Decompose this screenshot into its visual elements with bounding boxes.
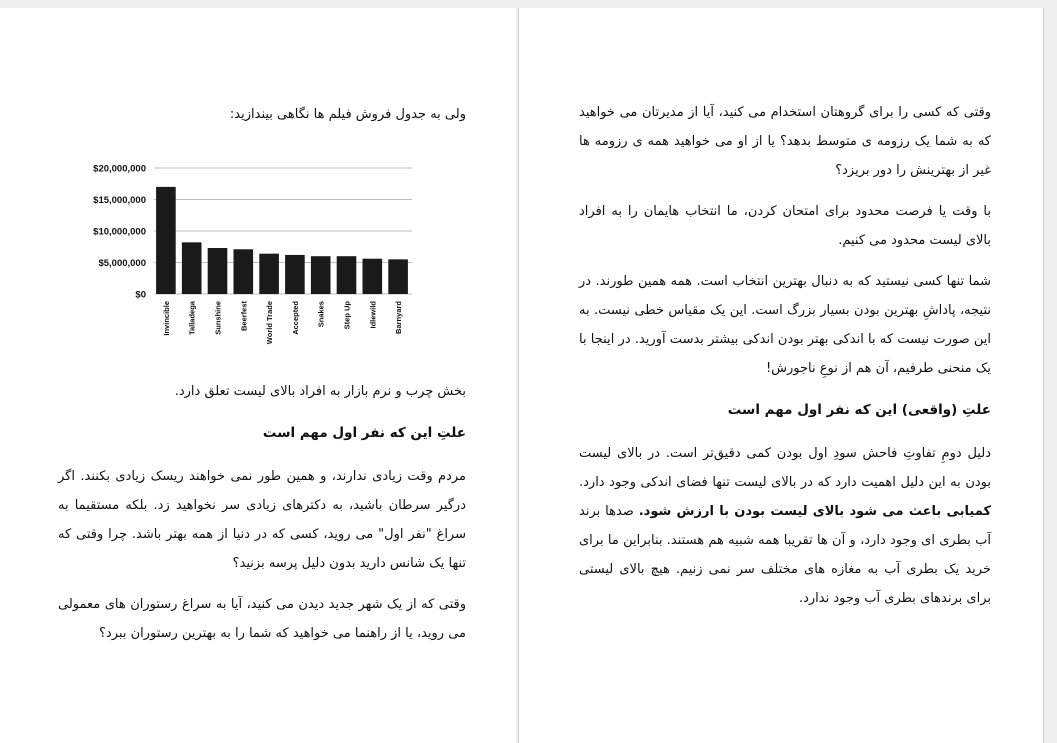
x-tick-label: Barnyard: [394, 301, 404, 334]
x-tick-label: Snakes: [316, 301, 326, 328]
y-tick-label: $15,000,000: [93, 195, 146, 206]
x-tick-label: Step Up: [342, 301, 352, 330]
right-paragraph-4-start: دلیل دومِ تفاوتِ فاحش سودِ اول بودن کمی دقیق‌تر است. در بالای لیست بودن به این دلیل اهمیت دارد که در بالای لیست تنها فضای اندکی وجود دارد.: [579, 446, 991, 490]
x-tick-label: Idlewild: [368, 301, 378, 329]
chart-bar: [233, 249, 253, 294]
left-page: [0, 8, 516, 743]
right-heading: علتِ (واقعی) این که نفر اول مهم است: [727, 402, 991, 418]
viewer-scroll-gutter[interactable]: [1045, 8, 1057, 743]
chart-bar: [156, 187, 176, 294]
after-chart-text: بخش چرب و نرم بازار به افراد بالای لیست تعلق دارد.: [174, 384, 466, 399]
x-tick-label: Sunshine: [213, 301, 223, 335]
right-body-block: [579, 98, 991, 625]
right-paragraph-4-end: صدها برند آب بطری ای وجود دارد، و آن ها تقریبا همه شبیه هم هستند. بنابراین ما برای خرید یک بطری آب به مغازه های مختلف سر نمی زنیم. هیچ بالای لیستی برای برندهای بطری آب وجود ندارد.: [579, 504, 991, 606]
chart-intro-text: ولی به جدول فروش فیلم ها نگاهی بیندازید:: [229, 107, 466, 122]
chart-bar: [285, 255, 305, 294]
right-paragraph-3: شما تنها کسی نیستید که به دنبال بهترین انتخاب است. همه همین طورند. در نتیجه، پاداشِ بهترین بودن بسیار بزرگ است. این یک مقیاس خطی نیست. به این صورت نیست که با اندکی بهتر بودن اندکی بیشتر بدست آورید. در اینجا با یک منحنی طرفیم، آن هم از نوعِ ناجورش!: [579, 274, 991, 376]
y-tick-label: $20,000,000: [93, 163, 146, 175]
left-paragraph-2: وقتی که از یک شهر جدید دیدن می کنید، آیا به سراغ رستوران های معمولی می روید، یا از راهنما می خواهید که شما را به بهترین رستوران ببرد؟: [58, 597, 466, 641]
y-tick-label: $10,000,000: [93, 226, 146, 238]
x-tick-label: Beerfest: [239, 301, 249, 332]
x-tick-label: World Trade: [265, 301, 275, 345]
chart-bar: [182, 242, 202, 294]
chart-bar: [259, 254, 279, 294]
chart-svg: [82, 153, 422, 353]
left-paragraph-1: مردم وقت زیادی ندارند، و همین طور نمی خواهند ریسک زیادی بکنند. اگر درگیر سرطان باشید، به دکترهای زیادی سر نخواهید زد. بلکه مستقیما به سراغ "نفر اول" می روید، کسی که در دنیا از همه بهتر باشد. چرا وقتی که تنها یک شانس دارید بدون دلیل پرسه بزنید؟: [58, 469, 466, 571]
y-tick-label: $5,000,000: [98, 258, 146, 269]
chart-bar: [208, 248, 228, 294]
right-paragraph-1: وقتی که کسی را برای گروهتان استخدام می کنید، آیا از مدیرتان می خواهید که به شما یک رزومه ی متوسط بدهد؟ یا از او می خواهید همه ی رزومه ها غیر از بهترینش را دور بریزد؟: [579, 105, 991, 178]
chart-bar: [311, 256, 331, 294]
right-paragraph-4-bold: کمیابی باعث می شود بالای لیست بودن با ارزش شود.: [638, 504, 992, 519]
x-tick-label: Accepted: [290, 301, 300, 335]
left-body-block: [58, 377, 466, 660]
right-page: [518, 8, 1044, 743]
movie-sales-chart: [82, 153, 422, 353]
left-heading: علتِ این که نفر اول مهم است: [262, 425, 466, 441]
x-tick-label: Invincible: [161, 301, 171, 336]
y-tick-label: $0: [135, 289, 146, 301]
chart-bar: [388, 259, 408, 294]
x-tick-label: Talladega: [187, 301, 197, 336]
chart-bar: [362, 259, 382, 294]
right-paragraph-2: با وقت یا فرصت محدود برای امتحان کردن، ما انتخاب هایمان را به افراد بالای لیست محدود می کنیم.: [579, 204, 991, 248]
right-paragraph-4: [579, 439, 991, 613]
chart-bar: [337, 256, 357, 294]
left-intro-block: [58, 100, 466, 141]
